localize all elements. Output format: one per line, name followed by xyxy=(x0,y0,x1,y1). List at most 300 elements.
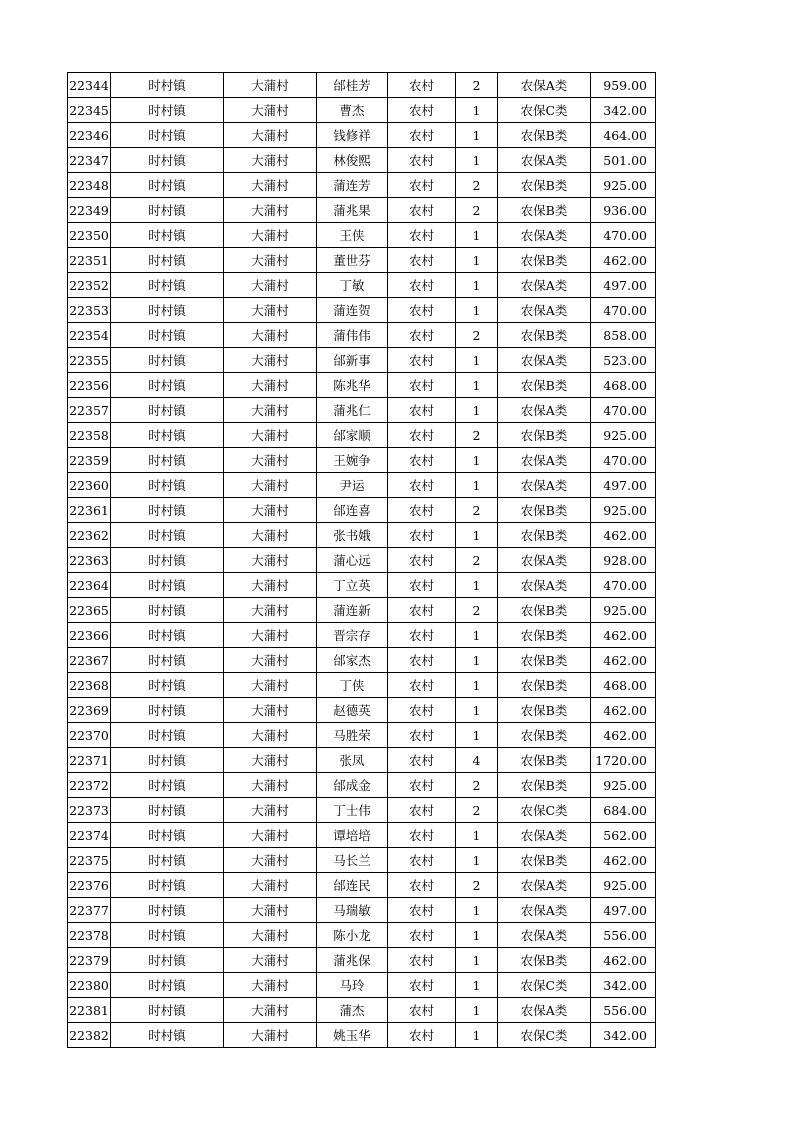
cell-village: 大蒲村 xyxy=(224,73,317,98)
cell-id: 22365 xyxy=(68,598,111,623)
cell-amount: 925.00 xyxy=(591,173,656,198)
cell-count: 1 xyxy=(456,273,498,298)
cell-area: 农村 xyxy=(388,173,456,198)
cell-id: 22350 xyxy=(68,223,111,248)
cell-town: 时村镇 xyxy=(111,973,224,998)
cell-category: 农保A类 xyxy=(498,148,591,173)
cell-village: 大蒲村 xyxy=(224,298,317,323)
cell-village: 大蒲村 xyxy=(224,973,317,998)
cell-count: 1 xyxy=(456,623,498,648)
cell-count: 1 xyxy=(456,373,498,398)
table-row xyxy=(68,373,656,398)
cell-id: 22375 xyxy=(68,848,111,873)
cell-id: 22349 xyxy=(68,198,111,223)
table-row xyxy=(68,323,656,348)
cell-area: 农村 xyxy=(388,698,456,723)
cell-village: 大蒲村 xyxy=(224,523,317,548)
cell-area: 农村 xyxy=(388,748,456,773)
cell-id: 22360 xyxy=(68,473,111,498)
cell-village: 大蒲村 xyxy=(224,423,317,448)
cell-name: 谭培培 xyxy=(317,823,388,848)
cell-amount: 470.00 xyxy=(591,298,656,323)
cell-category: 农保A类 xyxy=(498,473,591,498)
cell-amount: 468.00 xyxy=(591,373,656,398)
cell-name: 蒲兆仁 xyxy=(317,398,388,423)
cell-village: 大蒲村 xyxy=(224,948,317,973)
table-row xyxy=(68,1023,656,1048)
cell-town: 时村镇 xyxy=(111,598,224,623)
cell-count: 1 xyxy=(456,348,498,373)
cell-name: 蒲连贺 xyxy=(317,298,388,323)
cell-town: 时村镇 xyxy=(111,623,224,648)
table-row xyxy=(68,823,656,848)
cell-amount: 462.00 xyxy=(591,723,656,748)
cell-area: 农村 xyxy=(388,898,456,923)
cell-area: 农村 xyxy=(388,798,456,823)
table-row xyxy=(68,148,656,173)
cell-amount: 470.00 xyxy=(591,398,656,423)
cell-village: 大蒲村 xyxy=(224,698,317,723)
cell-count: 2 xyxy=(456,73,498,98)
cell-amount: 497.00 xyxy=(591,898,656,923)
cell-amount: 470.00 xyxy=(591,223,656,248)
cell-id: 22354 xyxy=(68,323,111,348)
cell-count: 1 xyxy=(456,948,498,973)
cell-town: 时村镇 xyxy=(111,698,224,723)
cell-amount: 462.00 xyxy=(591,648,656,673)
cell-count: 2 xyxy=(456,198,498,223)
cell-count: 1 xyxy=(456,673,498,698)
cell-area: 农村 xyxy=(388,1023,456,1048)
cell-id: 22362 xyxy=(68,523,111,548)
cell-amount: 501.00 xyxy=(591,148,656,173)
cell-area: 农村 xyxy=(388,498,456,523)
cell-category: 农保B类 xyxy=(498,198,591,223)
cell-name: 邰成金 xyxy=(317,773,388,798)
cell-count: 1 xyxy=(456,523,498,548)
cell-area: 农村 xyxy=(388,598,456,623)
cell-village: 大蒲村 xyxy=(224,448,317,473)
cell-town: 时村镇 xyxy=(111,948,224,973)
cell-village: 大蒲村 xyxy=(224,373,317,398)
cell-amount: 464.00 xyxy=(591,123,656,148)
cell-village: 大蒲村 xyxy=(224,823,317,848)
cell-area: 农村 xyxy=(388,923,456,948)
cell-amount: 497.00 xyxy=(591,273,656,298)
table-row xyxy=(68,848,656,873)
cell-area: 农村 xyxy=(388,98,456,123)
cell-amount: 556.00 xyxy=(591,998,656,1023)
cell-area: 农村 xyxy=(388,573,456,598)
cell-id: 22353 xyxy=(68,298,111,323)
cell-town: 时村镇 xyxy=(111,73,224,98)
table-row xyxy=(68,698,656,723)
cell-count: 2 xyxy=(456,798,498,823)
table-body xyxy=(68,73,656,1048)
cell-count: 1 xyxy=(456,98,498,123)
table-row xyxy=(68,473,656,498)
cell-id: 22351 xyxy=(68,248,111,273)
cell-category: 农保B类 xyxy=(498,498,591,523)
table-row xyxy=(68,798,656,823)
cell-category: 农保C类 xyxy=(498,798,591,823)
cell-count: 1 xyxy=(456,973,498,998)
cell-name: 马长兰 xyxy=(317,848,388,873)
cell-village: 大蒲村 xyxy=(224,123,317,148)
cell-category: 农保B类 xyxy=(498,248,591,273)
cell-category: 农保A类 xyxy=(498,298,591,323)
cell-count: 2 xyxy=(456,173,498,198)
data-table xyxy=(67,72,656,1048)
cell-amount: 342.00 xyxy=(591,1023,656,1048)
cell-category: 农保B类 xyxy=(498,623,591,648)
cell-village: 大蒲村 xyxy=(224,173,317,198)
cell-amount: 925.00 xyxy=(591,773,656,798)
cell-amount: 462.00 xyxy=(591,848,656,873)
cell-amount: 462.00 xyxy=(591,623,656,648)
table-row xyxy=(68,98,656,123)
cell-amount: 928.00 xyxy=(591,548,656,573)
cell-name: 邰新事 xyxy=(317,348,388,373)
cell-town: 时村镇 xyxy=(111,523,224,548)
cell-town: 时村镇 xyxy=(111,823,224,848)
cell-area: 农村 xyxy=(388,823,456,848)
cell-area: 农村 xyxy=(388,298,456,323)
cell-category: 农保B类 xyxy=(498,773,591,798)
cell-amount: 462.00 xyxy=(591,948,656,973)
cell-category: 农保A类 xyxy=(498,998,591,1023)
cell-amount: 342.00 xyxy=(591,973,656,998)
cell-area: 农村 xyxy=(388,273,456,298)
cell-village: 大蒲村 xyxy=(224,323,317,348)
cell-name: 钱修祥 xyxy=(317,123,388,148)
table-row xyxy=(68,748,656,773)
cell-area: 农村 xyxy=(388,773,456,798)
cell-village: 大蒲村 xyxy=(224,273,317,298)
cell-area: 农村 xyxy=(388,973,456,998)
cell-category: 农保B类 xyxy=(498,673,591,698)
cell-town: 时村镇 xyxy=(111,398,224,423)
cell-name: 董世芬 xyxy=(317,248,388,273)
cell-count: 1 xyxy=(456,248,498,273)
cell-name: 蒲兆果 xyxy=(317,198,388,223)
cell-name: 陈兆华 xyxy=(317,373,388,398)
cell-category: 农保A类 xyxy=(498,573,591,598)
cell-count: 1 xyxy=(456,723,498,748)
table-row xyxy=(68,773,656,798)
cell-id: 22346 xyxy=(68,123,111,148)
table-row xyxy=(68,423,656,448)
cell-town: 时村镇 xyxy=(111,123,224,148)
cell-id: 22356 xyxy=(68,373,111,398)
cell-name: 丁侠 xyxy=(317,673,388,698)
cell-area: 农村 xyxy=(388,148,456,173)
cell-town: 时村镇 xyxy=(111,173,224,198)
cell-village: 大蒲村 xyxy=(224,198,317,223)
cell-town: 时村镇 xyxy=(111,748,224,773)
cell-id: 22358 xyxy=(68,423,111,448)
cell-town: 时村镇 xyxy=(111,673,224,698)
cell-village: 大蒲村 xyxy=(224,148,317,173)
cell-id: 22364 xyxy=(68,573,111,598)
cell-amount: 925.00 xyxy=(591,423,656,448)
cell-count: 1 xyxy=(456,1023,498,1048)
cell-id: 22369 xyxy=(68,698,111,723)
cell-id: 22367 xyxy=(68,648,111,673)
table-row xyxy=(68,973,656,998)
cell-town: 时村镇 xyxy=(111,198,224,223)
cell-town: 时村镇 xyxy=(111,548,224,573)
cell-town: 时村镇 xyxy=(111,448,224,473)
cell-category: 农保A类 xyxy=(498,548,591,573)
cell-count: 1 xyxy=(456,123,498,148)
cell-id: 22382 xyxy=(68,1023,111,1048)
cell-count: 2 xyxy=(456,598,498,623)
cell-category: 农保A类 xyxy=(498,923,591,948)
cell-amount: 462.00 xyxy=(591,248,656,273)
cell-name: 曹杰 xyxy=(317,98,388,123)
cell-id: 22371 xyxy=(68,748,111,773)
cell-village: 大蒲村 xyxy=(224,1023,317,1048)
table-row xyxy=(68,873,656,898)
cell-id: 22344 xyxy=(68,73,111,98)
cell-name: 邰连民 xyxy=(317,873,388,898)
cell-id: 22381 xyxy=(68,998,111,1023)
table-row xyxy=(68,548,656,573)
cell-name: 邰连喜 xyxy=(317,498,388,523)
cell-town: 时村镇 xyxy=(111,148,224,173)
cell-area: 农村 xyxy=(388,248,456,273)
table-row xyxy=(68,398,656,423)
cell-category: 农保B类 xyxy=(498,698,591,723)
cell-village: 大蒲村 xyxy=(224,473,317,498)
cell-name: 丁立英 xyxy=(317,573,388,598)
cell-name: 蒲连芳 xyxy=(317,173,388,198)
cell-count: 1 xyxy=(456,398,498,423)
cell-amount: 462.00 xyxy=(591,698,656,723)
table-row xyxy=(68,598,656,623)
cell-count: 1 xyxy=(456,573,498,598)
cell-area: 农村 xyxy=(388,648,456,673)
cell-count: 2 xyxy=(456,498,498,523)
cell-id: 22372 xyxy=(68,773,111,798)
cell-id: 22373 xyxy=(68,798,111,823)
cell-category: 农保B类 xyxy=(498,748,591,773)
cell-town: 时村镇 xyxy=(111,723,224,748)
cell-village: 大蒲村 xyxy=(224,573,317,598)
cell-count: 2 xyxy=(456,773,498,798)
cell-category: 农保A类 xyxy=(498,398,591,423)
cell-name: 尹运 xyxy=(317,473,388,498)
table-row xyxy=(68,523,656,548)
table-row xyxy=(68,573,656,598)
cell-id: 22368 xyxy=(68,673,111,698)
cell-count: 1 xyxy=(456,998,498,1023)
cell-count: 1 xyxy=(456,698,498,723)
cell-count: 1 xyxy=(456,923,498,948)
table-row xyxy=(68,923,656,948)
cell-village: 大蒲村 xyxy=(224,598,317,623)
cell-town: 时村镇 xyxy=(111,273,224,298)
table-row xyxy=(68,248,656,273)
cell-area: 农村 xyxy=(388,723,456,748)
table-row xyxy=(68,898,656,923)
cell-name: 姚玉华 xyxy=(317,1023,388,1048)
cell-id: 22357 xyxy=(68,398,111,423)
table-row xyxy=(68,223,656,248)
cell-village: 大蒲村 xyxy=(224,673,317,698)
cell-category: 农保A类 xyxy=(498,873,591,898)
cell-id: 22379 xyxy=(68,948,111,973)
cell-id: 22376 xyxy=(68,873,111,898)
cell-town: 时村镇 xyxy=(111,848,224,873)
cell-amount: 523.00 xyxy=(591,348,656,373)
cell-town: 时村镇 xyxy=(111,98,224,123)
cell-count: 2 xyxy=(456,323,498,348)
table-row xyxy=(68,723,656,748)
cell-area: 农村 xyxy=(388,948,456,973)
cell-town: 时村镇 xyxy=(111,923,224,948)
cell-count: 4 xyxy=(456,748,498,773)
table-row xyxy=(68,73,656,98)
table-row xyxy=(68,998,656,1023)
cell-name: 蒲伟伟 xyxy=(317,323,388,348)
cell-id: 22359 xyxy=(68,448,111,473)
cell-category: 农保B类 xyxy=(498,648,591,673)
cell-category: 农保B类 xyxy=(498,848,591,873)
cell-town: 时村镇 xyxy=(111,873,224,898)
cell-area: 农村 xyxy=(388,523,456,548)
cell-village: 大蒲村 xyxy=(224,223,317,248)
cell-village: 大蒲村 xyxy=(224,848,317,873)
cell-category: 农保A类 xyxy=(498,223,591,248)
cell-town: 时村镇 xyxy=(111,223,224,248)
cell-category: 农保B类 xyxy=(498,323,591,348)
cell-name: 陈小龙 xyxy=(317,923,388,948)
cell-id: 22377 xyxy=(68,898,111,923)
cell-amount: 342.00 xyxy=(591,98,656,123)
cell-id: 22380 xyxy=(68,973,111,998)
cell-amount: 684.00 xyxy=(591,798,656,823)
cell-village: 大蒲村 xyxy=(224,623,317,648)
cell-amount: 925.00 xyxy=(591,598,656,623)
cell-category: 农保B类 xyxy=(498,523,591,548)
cell-category: 农保A类 xyxy=(498,898,591,923)
cell-count: 1 xyxy=(456,148,498,173)
cell-category: 农保C类 xyxy=(498,1023,591,1048)
cell-area: 农村 xyxy=(388,73,456,98)
cell-count: 2 xyxy=(456,548,498,573)
cell-name: 蒲心远 xyxy=(317,548,388,573)
cell-id: 22348 xyxy=(68,173,111,198)
cell-name: 马玲 xyxy=(317,973,388,998)
cell-count: 1 xyxy=(456,898,498,923)
cell-amount: 925.00 xyxy=(591,498,656,523)
cell-area: 农村 xyxy=(388,373,456,398)
cell-area: 农村 xyxy=(388,673,456,698)
table-row xyxy=(68,448,656,473)
cell-village: 大蒲村 xyxy=(224,873,317,898)
cell-area: 农村 xyxy=(388,198,456,223)
cell-village: 大蒲村 xyxy=(224,498,317,523)
cell-amount: 470.00 xyxy=(591,448,656,473)
cell-name: 王婉争 xyxy=(317,448,388,473)
cell-category: 农保B类 xyxy=(498,173,591,198)
cell-count: 1 xyxy=(456,473,498,498)
cell-category: 农保B类 xyxy=(498,373,591,398)
cell-count: 1 xyxy=(456,298,498,323)
cell-amount: 462.00 xyxy=(591,523,656,548)
cell-village: 大蒲村 xyxy=(224,248,317,273)
table-row xyxy=(68,123,656,148)
cell-name: 蒲杰 xyxy=(317,998,388,1023)
cell-area: 农村 xyxy=(388,623,456,648)
cell-name: 丁敏 xyxy=(317,273,388,298)
cell-name: 张书娥 xyxy=(317,523,388,548)
cell-area: 农村 xyxy=(388,348,456,373)
cell-count: 1 xyxy=(456,223,498,248)
cell-town: 时村镇 xyxy=(111,348,224,373)
cell-amount: 1720.00 xyxy=(591,748,656,773)
cell-area: 农村 xyxy=(388,548,456,573)
table-row xyxy=(68,198,656,223)
cell-town: 时村镇 xyxy=(111,298,224,323)
cell-area: 农村 xyxy=(388,873,456,898)
cell-name: 马胜荣 xyxy=(317,723,388,748)
cell-town: 时村镇 xyxy=(111,648,224,673)
cell-name: 邰桂芳 xyxy=(317,73,388,98)
cell-name: 林俊熙 xyxy=(317,148,388,173)
cell-area: 农村 xyxy=(388,998,456,1023)
cell-id: 22347 xyxy=(68,148,111,173)
cell-id: 22352 xyxy=(68,273,111,298)
cell-area: 农村 xyxy=(388,423,456,448)
cell-town: 时村镇 xyxy=(111,773,224,798)
cell-amount: 470.00 xyxy=(591,573,656,598)
cell-count: 1 xyxy=(456,848,498,873)
cell-count: 1 xyxy=(456,823,498,848)
cell-id: 22345 xyxy=(68,98,111,123)
cell-name: 丁士伟 xyxy=(317,798,388,823)
cell-name: 蒲连新 xyxy=(317,598,388,623)
cell-town: 时村镇 xyxy=(111,1023,224,1048)
cell-area: 农村 xyxy=(388,123,456,148)
cell-count: 1 xyxy=(456,648,498,673)
cell-category: 农保B类 xyxy=(498,723,591,748)
cell-town: 时村镇 xyxy=(111,498,224,523)
cell-village: 大蒲村 xyxy=(224,898,317,923)
cell-name: 张凤 xyxy=(317,748,388,773)
cell-category: 农保B类 xyxy=(498,123,591,148)
cell-name: 王侠 xyxy=(317,223,388,248)
table-row xyxy=(68,948,656,973)
cell-count: 2 xyxy=(456,423,498,448)
cell-area: 农村 xyxy=(388,323,456,348)
cell-area: 农村 xyxy=(388,448,456,473)
cell-town: 时村镇 xyxy=(111,898,224,923)
cell-village: 大蒲村 xyxy=(224,923,317,948)
cell-town: 时村镇 xyxy=(111,323,224,348)
cell-area: 农村 xyxy=(388,398,456,423)
cell-amount: 959.00 xyxy=(591,73,656,98)
cell-town: 时村镇 xyxy=(111,473,224,498)
cell-name: 邰家顺 xyxy=(317,423,388,448)
table-row xyxy=(68,648,656,673)
cell-id: 22370 xyxy=(68,723,111,748)
cell-name: 赵德英 xyxy=(317,698,388,723)
cell-amount: 468.00 xyxy=(591,673,656,698)
cell-category: 农保C类 xyxy=(498,98,591,123)
